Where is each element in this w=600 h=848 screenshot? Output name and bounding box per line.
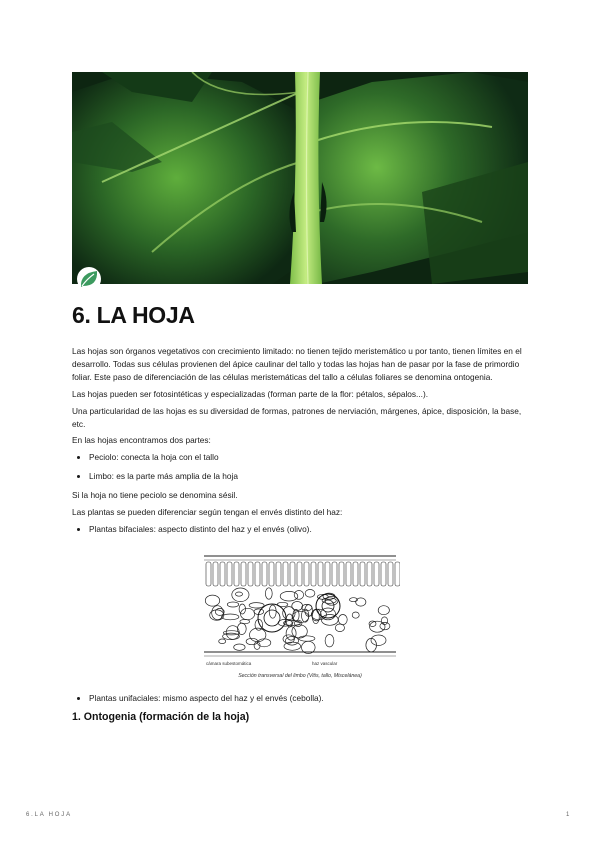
figure-label-right: haz vascular [312, 660, 338, 666]
unifacial-list [72, 692, 534, 705]
paragraph: Las hojas son órganos vegetativos con crecimiento limitado: no tienen tejido meristemático u por tanto, tienen límites en el desarrollo. Todas sus células provienen del ápice caulinar del tallo y todas las hojas han de pasar por la fase de primordio foliar. Este paso de diferenciación de las células meristemáticas del tallo a células foliares se denomina ontogenia. [72, 346, 522, 383]
section-heading: 1. Ontogenia (formación de la hoja) [72, 710, 250, 723]
list-item: • Limbo: es la parte más amplia de la hoja [89, 470, 534, 483]
page-content [72, 345, 534, 724]
paragraph: Si la hoja no tiene peciolo se denomina sésil. [72, 490, 238, 501]
paragraph: Las hojas pueden ser fotosintéticas y especializadas (forman parte de la flor: pétalos, sépalos...). [72, 389, 429, 399]
figure-label-left: cámara subestomática [206, 660, 252, 666]
footer-title: 6.LA HOJA [26, 812, 72, 818]
paragraph: En las hojas encontramos dos partes: [72, 435, 211, 446]
paragraph: Las plantas se pueden diferenciar según tengan el envés distinto del haz: [72, 506, 343, 517]
parts-list [72, 451, 534, 483]
paragraph: Una particularidad de las hojas es su diversidad de formas, patrones de nerviación, márgenes, ápice, disposición, la base, etc. [72, 405, 522, 429]
list-item: • Peciolo: conecta la hoja con el tallo [89, 451, 534, 464]
bifacial-list [72, 523, 534, 536]
page-title: 6. LA HOJA [72, 302, 195, 328]
list-item: • Plantas bifaciales: aspecto distinto del haz y el envés (olivo). [89, 523, 534, 536]
page-number: 1 [566, 812, 570, 818]
leaf-icon [76, 266, 102, 292]
leaf-cross-section-drawing [200, 546, 400, 668]
leaf-photo [72, 72, 528, 284]
figure-caption: Sección transversal del limbo (Vitis, tallo, Miscelánea) [238, 672, 362, 679]
cover-image [72, 72, 528, 284]
list-item: • Plantas unifaciales: mismo aspecto del haz y el envés (cebolla). [89, 692, 534, 705]
leaf-section-figure [200, 546, 400, 682]
